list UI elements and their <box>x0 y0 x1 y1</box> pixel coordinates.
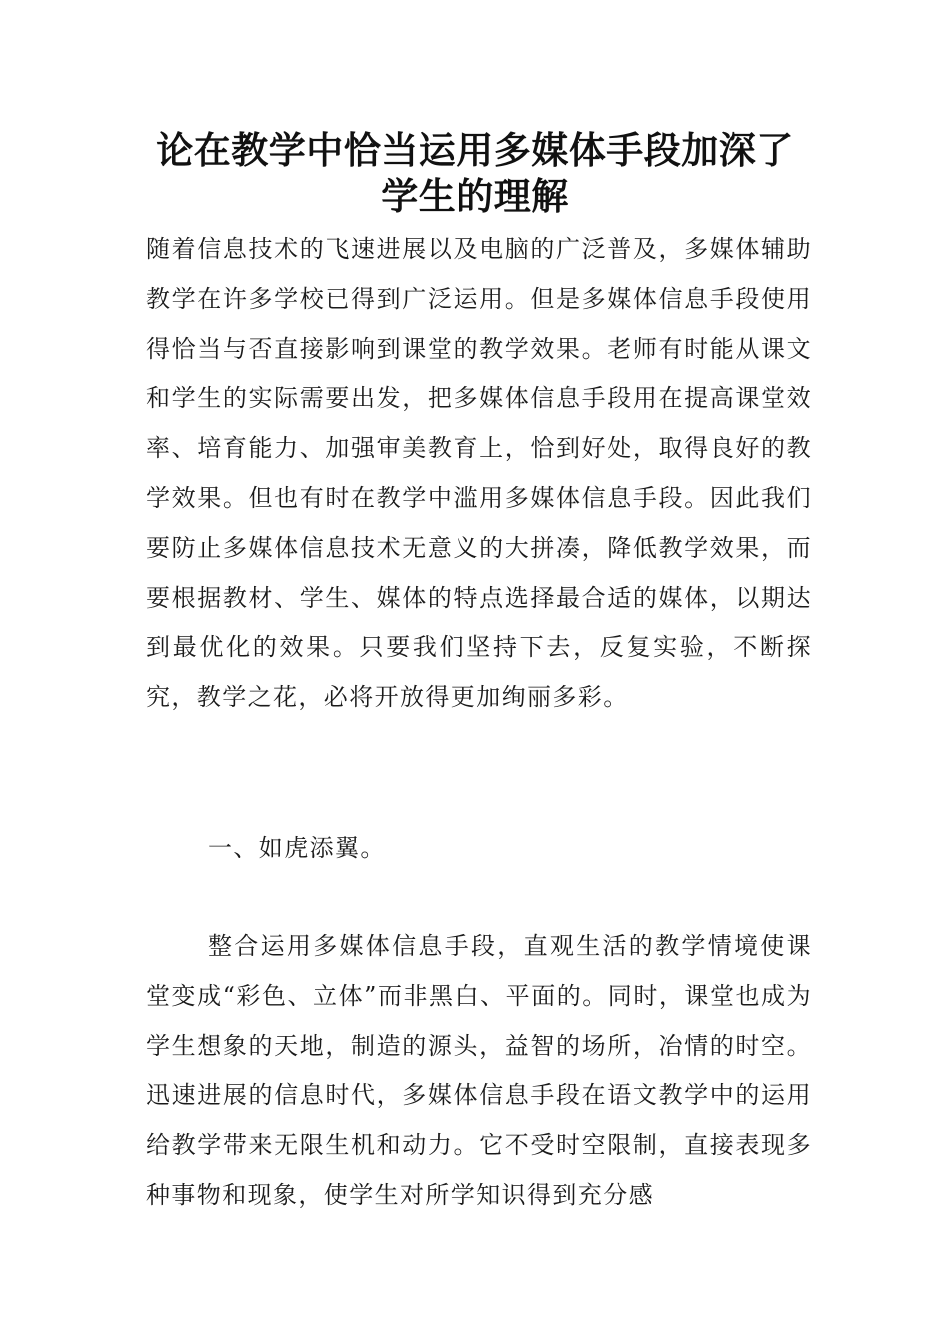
section-1-paragraph: 整合运用多媒体信息手段，直观生活的教学情境使课堂变成“彩色、立体”而非黑白、平面的。同时，课堂也成为学生想象的天地，制造的源头，益智的场所，冶情的时空。迅速进展的信息时代，多媒体信息手段在语文教学中的运用给教学带来无限生机和动力。它不受时空限制，直接表现多种事物和现象，使学生对所学知识得到充分感 <box>146 932 812 1209</box>
section-1-heading: 一、如虎添翼。 <box>208 834 386 862</box>
document-title-line-2: 学生的理解 <box>381 175 569 218</box>
document-title-line-1: 论在教学中恰当运用多媒体手段加深了 <box>156 129 794 172</box>
intro-paragraph: 随着信息技术的飞速进展以及电脑的广泛普及，多媒体辅助教学在许多学校已得到广泛运用。但是多媒体信息手段使用得恰当与否直接影响到课堂的教学效果。老师有时能从课文和学生的实际需要出发，把多媒体信息手段用在提高课堂效率、培育能力、加强审美教育上，恰到好处，取得良好的教学效果。但也有时在教学中滥用多媒体信息手段。因此我们要防止多媒体信息技术无意义的大拼凑，降低教学效果，而要根据教材、学生、媒体的特点选择最合适的媒体，以期达到最优化的效果。只要我们坚持下去，反复实验，不断探究，教学之花，必将开放得更加绚丽多彩。 <box>146 235 812 712</box>
